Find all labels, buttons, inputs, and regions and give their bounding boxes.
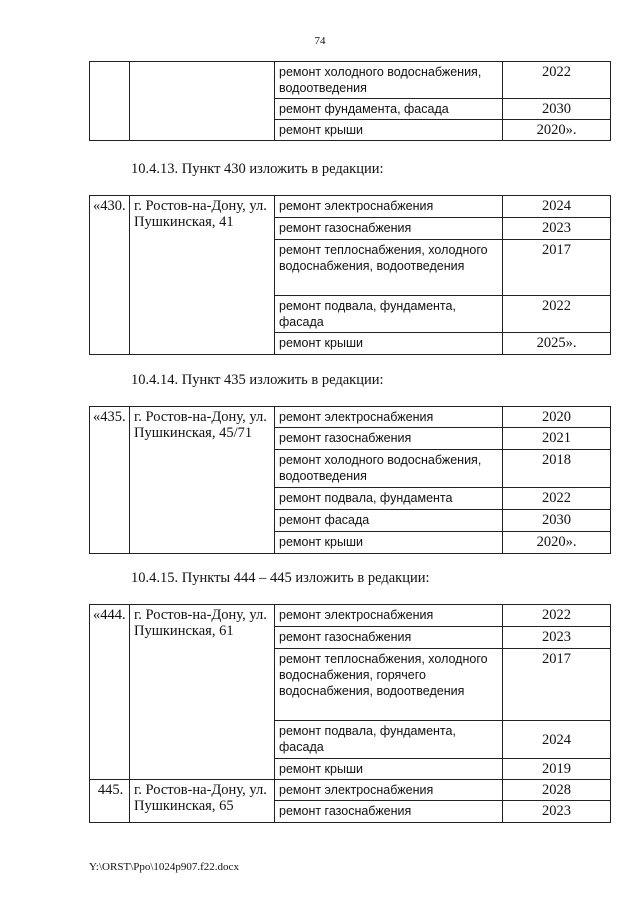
work-cell: ремонт электроснабжения xyxy=(275,605,503,627)
year-cell: 2023 xyxy=(503,627,611,649)
table-row xyxy=(90,196,611,218)
year-cell: 2021 xyxy=(503,428,611,450)
work-cell: ремонт холодного водоснабжения, водоотведения xyxy=(275,62,503,99)
year-cell: 2020». xyxy=(503,120,611,141)
work-cell: ремонт фасада xyxy=(275,510,503,532)
year-cell: 2023 xyxy=(503,801,611,823)
year-cell: 2022 xyxy=(503,296,611,333)
year-cell: 2024 xyxy=(503,196,611,218)
work-cell: ремонт крыши xyxy=(275,120,503,141)
work-cell: ремонт подвала, фундамента xyxy=(275,488,503,510)
address-cell: г. Ростов-на-Дону, ул. Пушкинская, 65 xyxy=(130,780,275,823)
table-items-444-445 xyxy=(89,604,611,823)
year-cell: 2022 xyxy=(503,488,611,510)
item-number-cell xyxy=(90,62,130,141)
work-cell: ремонт подвала, фундамента, фасада xyxy=(275,721,503,759)
work-cell: ремонт фундамента, фасада xyxy=(275,99,503,120)
work-cell: ремонт электроснабжения xyxy=(275,196,503,218)
year-cell: 2018 xyxy=(503,450,611,488)
table-row xyxy=(90,780,611,801)
item-number-cell: «430. xyxy=(90,196,130,355)
year-cell: 2025». xyxy=(503,333,611,355)
work-cell: ремонт холодного водоснабжения, водоотведения xyxy=(275,450,503,488)
year-cell: 2017 xyxy=(503,240,611,296)
address-cell xyxy=(130,62,275,141)
year-cell: 2023 xyxy=(503,218,611,240)
item-number-cell: «435. xyxy=(90,407,130,554)
year-cell: 2022 xyxy=(503,62,611,99)
year-cell: 2030 xyxy=(503,510,611,532)
address-cell: г. Ростов-на-Дону, ул. Пушкинская, 45/71 xyxy=(130,407,275,554)
work-cell: ремонт электроснабжения xyxy=(275,407,503,428)
section-heading-444-445: 10.4.15. Пункты 444 – 445 изложить в редакции: xyxy=(131,570,430,586)
table-item-435 xyxy=(89,406,611,554)
year-cell: 2020 xyxy=(503,407,611,428)
table-row xyxy=(90,62,611,99)
table-row xyxy=(90,407,611,428)
work-cell: ремонт электроснабжения xyxy=(275,780,503,801)
year-cell: 2024 xyxy=(503,721,611,759)
work-cell: ремонт крыши xyxy=(275,759,503,780)
work-cell: ремонт газоснабжения xyxy=(275,218,503,240)
work-cell: ремонт газоснабжения xyxy=(275,801,503,823)
page-number: 74 xyxy=(314,35,326,47)
work-cell: ремонт крыши xyxy=(275,532,503,554)
work-cell: ремонт крыши xyxy=(275,333,503,355)
year-cell: 2017 xyxy=(503,649,611,721)
table-row xyxy=(90,605,611,627)
address-cell: г. Ростов-на-Дону, ул. Пушкинская, 61 xyxy=(130,605,275,780)
item-number-cell: «444. xyxy=(90,605,130,780)
table-item-430 xyxy=(89,195,611,355)
table-continuation xyxy=(89,61,611,141)
work-cell: ремонт газоснабжения xyxy=(275,428,503,450)
work-cell: ремонт теплоснабжения, холодного водоснабжения, горячего водоснабжения, водоотведения xyxy=(275,649,503,721)
year-cell: 2022 xyxy=(503,605,611,627)
work-cell: ремонт газоснабжения xyxy=(275,627,503,649)
section-heading-430: 10.4.13. Пункт 430 изложить в редакции: xyxy=(131,161,384,177)
work-cell: ремонт подвала, фундамента, фасада xyxy=(275,296,503,333)
item-number-cell: 445. xyxy=(90,780,130,823)
year-cell: 2028 xyxy=(503,780,611,801)
year-cell: 2019 xyxy=(503,759,611,780)
section-heading-435: 10.4.14. Пункт 435 изложить в редакции: xyxy=(131,372,384,388)
year-cell: 2020». xyxy=(503,532,611,554)
footer-file-path: Y:\ORST\Ppo\1024p907.f22.docx xyxy=(89,861,239,873)
address-cell: г. Ростов-на-Дону, ул. Пушкинская, 41 xyxy=(130,196,275,355)
work-cell: ремонт теплоснабжения, холодного водоснабжения, водоотведения xyxy=(275,240,503,296)
year-cell: 2030 xyxy=(503,99,611,120)
